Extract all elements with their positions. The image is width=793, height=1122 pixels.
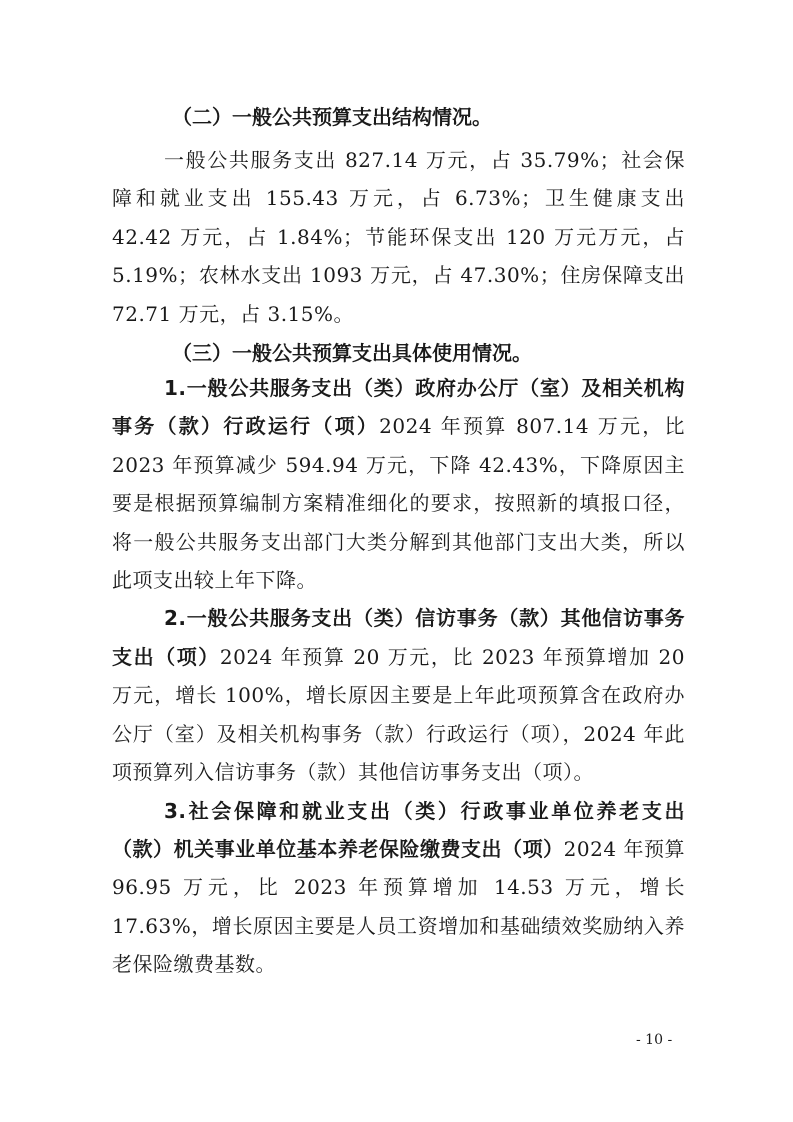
usage-item-1: [112, 369, 685, 599]
usage-item-3-body: 2024 年预算 96.95 万元，比 2023 年预算增加 14.53 万元，增长 17.63%，增长原因主要是人员工资增加和基础绩效奖励纳入养老保险缴费基数。: [112, 836, 686, 977]
document-page: [112, 101, 685, 984]
usage-item-2-title: 2.一般公共服务支出（类）信访事务（款）其他信访事务支出（项）: [112, 606, 685, 669]
usage-item-2: [112, 599, 685, 791]
page-number: - 10 -: [636, 1032, 673, 1048]
structure-paragraph: 一般公共服务支出 827.14 万元，占 35.79%；社会保障和就业支出 155.43 万元，占 6.73%；卫生健康支出 42.42 万元，占 1.84%；节能环保支出 120 万元万元，占 5.19%；农林水支出 1093 万元，占 47.30%；住房保障支出 72.71 万元，占 3.15%。: [112, 148, 685, 326]
section-heading-usage: （三）一般公共预算支出具体使用情况。: [172, 341, 532, 366]
usage-item-3-title: 3.社会保障和就业支出（类）行政事业单位养老支出（款）机关事业单位基本养老保险缴费支出（项）: [112, 798, 685, 861]
usage-item-1-body: 2024 年预算 807.14 万元，比 2023 年预算减少 594.94 万元，下降 42.43%，下降原因主要是根据预算编制方案精准细化的要求，按照新的填报口径，将一般公共服务支出部门大类分解到其他部门支出大类，所以此项支出较上年下降。: [112, 414, 686, 593]
usage-item-2-body: 2024 年预算 20 万元，比 2023 年预算增加 20 万元，增长 100%，增长原因主要是上年此项预算含在政府办公厅（室）及相关机构事务（款）行政运行（项），2024 年此项预算列入信访事务（款）其他信访事务支出（项）。: [112, 644, 686, 785]
usage-item-1-title: 1.一般公共服务支出（类）政府办公厅（室）及相关机构事务（款）行政运行（项）: [112, 376, 685, 439]
usage-item-3: [112, 792, 685, 984]
section-heading-structure: （二）一般公共预算支出结构情况。: [172, 105, 492, 129]
